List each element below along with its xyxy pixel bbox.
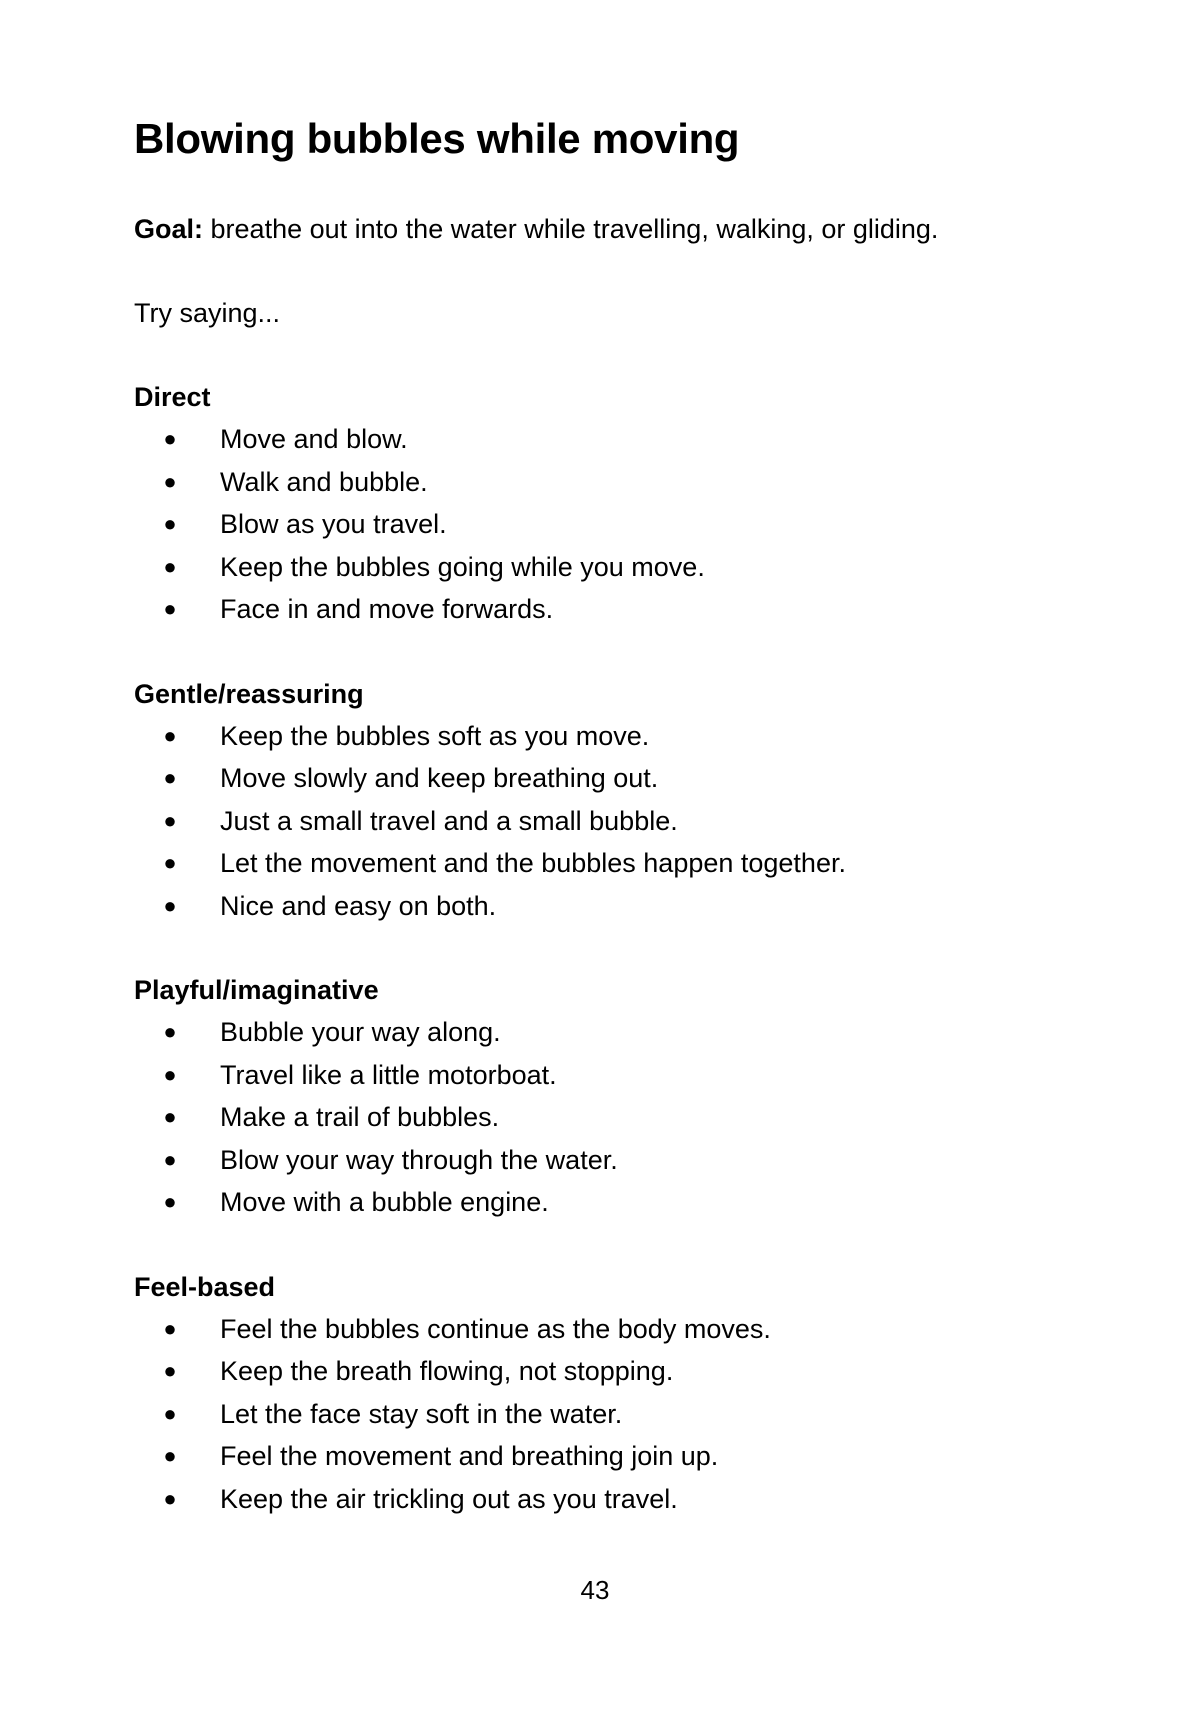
bullet-icon: ● bbox=[163, 1189, 177, 1214]
list-item bbox=[134, 546, 1094, 589]
goal-label: Goal: bbox=[134, 214, 204, 244]
section-heading: Direct bbox=[134, 382, 211, 412]
bullet-icon: ● bbox=[163, 1104, 177, 1129]
list-item bbox=[134, 1435, 1094, 1478]
section-playful-imaginative bbox=[134, 969, 1094, 1224]
list-item bbox=[134, 1478, 1094, 1521]
list-item-text: Bubble your way along. bbox=[220, 1017, 501, 1047]
bullet-icon: ● bbox=[163, 596, 177, 621]
bullet-icon: ● bbox=[163, 553, 177, 579]
list-item-text: Move with a bubble engine. bbox=[220, 1187, 549, 1217]
bullet-icon: ● bbox=[163, 765, 177, 790]
bullet-icon: ● bbox=[163, 1019, 177, 1044]
bullet-list bbox=[134, 1011, 1094, 1224]
list-item-text: Make a trail of bubbles. bbox=[220, 1102, 500, 1132]
bullet-list bbox=[134, 418, 1094, 631]
section-heading: Gentle/reassuring bbox=[134, 678, 364, 709]
list-item-text: Let the movement and the bubbles happen together. bbox=[220, 848, 846, 878]
list-item bbox=[134, 503, 1094, 546]
bullet-list bbox=[134, 1308, 1094, 1521]
list-item bbox=[134, 1096, 1094, 1139]
try-saying-text: Try saying... bbox=[134, 298, 281, 328]
list-item bbox=[134, 1139, 1094, 1182]
bullet-icon: ● bbox=[163, 1400, 177, 1426]
list-item bbox=[134, 885, 1094, 928]
list-item bbox=[134, 418, 1094, 461]
section-direct bbox=[134, 376, 1094, 631]
bullet-icon: ● bbox=[163, 1443, 177, 1468]
list-item-text: Move and blow. bbox=[220, 424, 408, 454]
bullet-icon: ● bbox=[163, 468, 177, 494]
list-item bbox=[134, 461, 1094, 504]
list-item-text: Move slowly and keep breathing out. bbox=[220, 763, 659, 793]
bullet-icon: ● bbox=[163, 1146, 177, 1172]
page-number: 43 bbox=[580, 1575, 610, 1605]
list-item bbox=[134, 1393, 1094, 1436]
bullet-icon: ● bbox=[163, 1061, 177, 1087]
list-item bbox=[134, 1011, 1094, 1054]
list-item-text: Travel like a little motorboat. bbox=[220, 1059, 557, 1090]
list-item bbox=[134, 588, 1094, 631]
list-item bbox=[134, 800, 1094, 843]
page-title: Blowing bubbles while moving bbox=[134, 115, 740, 162]
list-item-text: Just a small travel and a small bubble. bbox=[220, 805, 678, 836]
list-item-text: Blow as you travel. bbox=[220, 509, 447, 539]
list-item bbox=[134, 715, 1094, 758]
bullet-icon: ● bbox=[163, 722, 177, 748]
bullet-icon: ● bbox=[163, 426, 177, 451]
page-content bbox=[134, 108, 1094, 1520]
bullet-icon: ● bbox=[163, 807, 177, 833]
section-gentle-reassuring bbox=[134, 673, 1094, 928]
goal-paragraph bbox=[134, 208, 1094, 250]
goal-text: breathe out into the water while travelling, walking, or gliding. bbox=[210, 214, 939, 244]
bullet-icon: ● bbox=[163, 892, 177, 918]
list-item-text: Blow your way through the water. bbox=[220, 1144, 618, 1175]
list-item bbox=[134, 1054, 1094, 1097]
list-item-text: Keep the air trickling out as you travel. bbox=[220, 1483, 678, 1514]
bullet-list bbox=[134, 715, 1094, 928]
list-item bbox=[134, 1350, 1094, 1393]
list-item-text: Feel the movement and breathing join up. bbox=[220, 1441, 719, 1471]
section-heading: Feel-based bbox=[134, 1271, 276, 1302]
list-item-text: Nice and easy on both. bbox=[220, 890, 497, 921]
list-item-text: Keep the bubbles going while you move. bbox=[220, 551, 705, 582]
bullet-icon: ● bbox=[163, 1485, 177, 1511]
bullet-icon: ● bbox=[163, 1358, 177, 1383]
list-item bbox=[134, 1181, 1094, 1224]
list-item-text: Feel the bubbles continue as the body moves. bbox=[220, 1313, 771, 1344]
list-item-text: Face in and move forwards. bbox=[220, 594, 554, 624]
bullet-icon: ● bbox=[163, 1315, 177, 1341]
list-item bbox=[134, 1308, 1094, 1351]
list-item-text: Keep the bubbles soft as you move. bbox=[220, 720, 650, 751]
list-item-text: Let the face stay soft in the water. bbox=[220, 1398, 623, 1429]
list-item-text: Walk and bubble. bbox=[220, 466, 428, 497]
section-heading: Playful/imaginative bbox=[134, 975, 379, 1005]
list-item bbox=[134, 757, 1094, 800]
list-item bbox=[134, 842, 1094, 885]
list-item-text: Keep the breath flowing, not stopping. bbox=[220, 1356, 674, 1386]
section-feel-based bbox=[134, 1266, 1094, 1521]
bullet-icon: ● bbox=[163, 850, 177, 875]
bullet-icon: ● bbox=[163, 511, 177, 536]
